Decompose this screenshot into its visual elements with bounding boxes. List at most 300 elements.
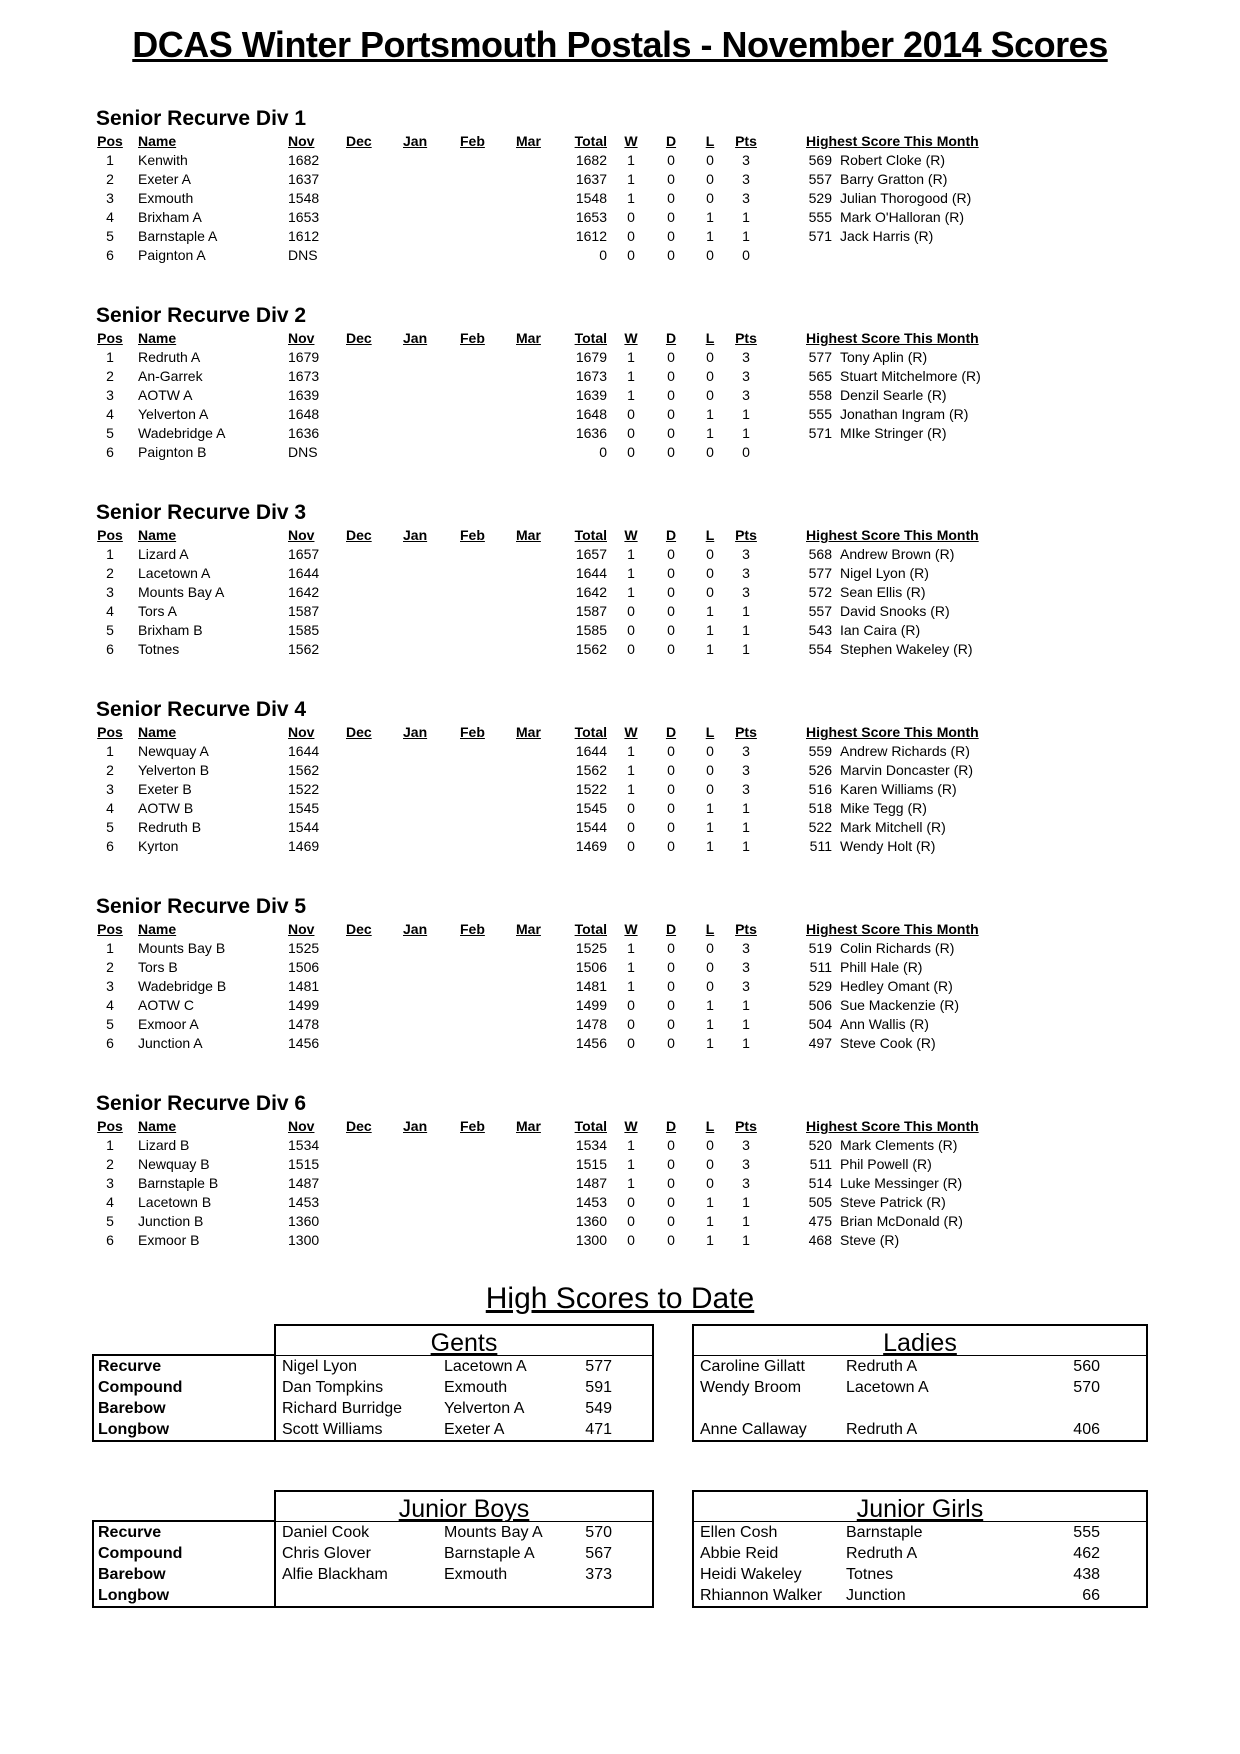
cell-losses: 0 [706,546,714,562]
cell-team-name: Exmouth [138,190,194,206]
cell-pos: 1 [106,940,114,956]
entry-archer-name: Abbie Reid [700,1545,779,1562]
header-jan: Jan [403,527,428,543]
header-mar: Mar [516,133,541,149]
cell-total: 1456 [575,1035,607,1051]
header-pts: Pts [735,724,757,740]
cell-draws: 0 [667,565,675,581]
header-pos: Pos [97,330,123,346]
cell-pos: 5 [106,1016,114,1032]
cell-points: 3 [742,743,750,759]
table-row [96,545,1056,564]
cell-points: 3 [742,171,750,187]
cell-high-scorer: Andrew Richards (R) [840,743,970,759]
category-label-longbow: Longbow [98,1421,170,1438]
cell-high-score: 571 [808,425,832,441]
cell-pos: 5 [106,1213,114,1229]
table-row [96,742,1056,761]
cell-nov: 1637 [288,171,320,187]
cell-pos: 1 [106,349,114,365]
cell-points: 3 [742,152,750,168]
cell-points: 1 [742,425,750,441]
header-l: L [705,921,715,937]
cell-team-name: Tors A [138,603,177,619]
cell-pos: 1 [106,1137,114,1153]
cell-team-name: Wadebridge B [138,978,227,994]
cell-nov: 1657 [288,546,320,562]
cell-high-score: 518 [808,800,832,816]
cell-total: 1587 [575,603,607,619]
cell-wins: 0 [627,838,635,854]
cell-pos: 5 [106,228,114,244]
cell-losses: 1 [706,1016,714,1032]
cell-points: 3 [742,959,750,975]
entry-club: Mounts Bay A [444,1524,543,1541]
header-mar: Mar [516,921,541,937]
cell-draws: 0 [667,800,675,816]
cell-draws: 0 [667,171,675,187]
header-dec: Dec [346,1118,372,1134]
header-highest-score: Highest Score This Month [806,527,979,543]
cell-wins: 1 [627,152,635,168]
cell-pos: 1 [106,546,114,562]
header-pos: Pos [97,724,123,740]
entry-score: 438 [1073,1566,1100,1583]
cell-draws: 0 [667,546,675,562]
cell-losses: 0 [706,1175,714,1191]
cell-high-score: 554 [808,641,832,657]
cell-pos: 6 [106,641,114,657]
cell-total: 1679 [575,349,607,365]
cell-nov: 1639 [288,387,320,403]
cell-nov: 1548 [288,190,320,206]
table-row [96,1193,1056,1212]
cell-points: 1 [742,622,750,638]
header-mar: Mar [516,1118,541,1134]
table-row [96,780,1056,799]
cell-draws: 0 [667,406,675,422]
categories-box-seniors [92,1354,276,1442]
table-row [96,1034,1056,1053]
entry-club: Junction [846,1587,906,1604]
cell-nov: 1682 [288,152,320,168]
cell-points: 3 [742,387,750,403]
table-row [96,1174,1056,1193]
cell-pos: 3 [106,978,114,994]
header-total: Total [574,724,607,740]
entry-score: 373 [585,1566,612,1583]
cell-points: 1 [742,1213,750,1229]
header-highest-score: Highest Score This Month [806,133,979,149]
cell-total: 1499 [575,997,607,1013]
cell-total: 1682 [575,152,607,168]
cell-total: 0 [599,444,607,460]
cell-high-scorer: Jack Harris (R) [840,228,934,244]
cell-losses: 1 [706,1232,714,1248]
table-header-row [96,132,1056,151]
cell-total: 1506 [575,959,607,975]
cell-nov: 1522 [288,781,320,797]
cell-pos: 1 [106,743,114,759]
header-w: W [624,330,638,346]
cell-draws: 0 [667,425,675,441]
cell-losses: 1 [706,1213,714,1229]
header-pts: Pts [735,133,757,149]
page-title: DCAS Winter Portsmouth Postals - November 2014 Scores [132,24,1108,65]
cell-team-name: Lizard B [138,1137,190,1153]
cell-team-name: Lizard A [138,546,189,562]
header-d: D [665,330,677,346]
cell-high-scorer: Steve Patrick (R) [840,1194,946,1210]
cell-losses: 1 [706,603,714,619]
table-row [96,443,1056,462]
cell-pos: 1 [106,152,114,168]
table-row [96,621,1056,640]
category-label-barebow: Barebow [98,1400,166,1417]
entry-score [1040,1398,1100,1419]
header-nov: Nov [288,921,315,937]
cell-draws: 0 [667,444,675,460]
cell-high-scorer: Sue Mackenzie (R) [840,997,960,1013]
cell-total: 1612 [575,228,607,244]
entry-archer-name: Richard Burridge [282,1400,403,1417]
cell-nov: 1534 [288,1137,320,1153]
cell-nov: 1456 [288,1035,320,1051]
cell-team-name: Brixham A [138,209,202,225]
cell-nov: 1478 [288,1016,320,1032]
cell-high-score: 555 [808,406,832,422]
junior-boys-box [274,1490,654,1608]
cell-points: 1 [742,406,750,422]
cell-losses: 0 [706,247,714,263]
cell-losses: 0 [706,1137,714,1153]
header-total: Total [574,921,607,937]
cell-team-name: Exmoor A [138,1016,199,1032]
cell-high-score: 577 [808,565,832,581]
header-pts: Pts [735,527,757,543]
table-row [96,996,1056,1015]
cell-high-score: 543 [808,622,832,638]
cell-high-score: 529 [808,190,832,206]
cell-nov: 1300 [288,1232,320,1248]
cell-nov: 1562 [288,641,320,657]
table-row [96,977,1056,996]
cell-draws: 0 [667,1213,675,1229]
cell-high-scorer: Steve (R) [840,1232,900,1248]
cell-wins: 0 [627,603,635,619]
entry-score: 406 [1073,1421,1100,1438]
cell-wins: 0 [627,1194,635,1210]
cell-wins: 1 [627,349,635,365]
cell-high-scorer: Stephen Wakeley (R) [840,641,973,657]
cell-draws: 0 [667,228,675,244]
header-feb: Feb [460,330,485,346]
junior-boys-title: Junior Boys [276,1492,652,1522]
cell-team-name: Totnes [138,641,180,657]
cell-points: 3 [742,978,750,994]
cell-points: 3 [742,349,750,365]
header-jan: Jan [403,133,428,149]
cell-draws: 0 [667,819,675,835]
header-total: Total [574,527,607,543]
category-label-recurve: Recurve [98,1358,162,1375]
table-row [96,367,1056,386]
division-section [96,1091,1056,1250]
cell-nov: 1544 [288,819,320,835]
table-row [96,1136,1056,1155]
categories-box-juniors [92,1520,276,1608]
cell-nov: 1481 [288,978,320,994]
cell-team-name: Newquay A [138,743,209,759]
cell-draws: 0 [667,762,675,778]
cell-high-score: 505 [808,1194,832,1210]
category-label-longbow: Longbow [98,1587,170,1604]
table-row [96,564,1056,583]
table-row [96,1231,1056,1250]
cell-nov: 1585 [288,622,320,638]
cell-high-scorer: MIke Stringer (R) [840,425,947,441]
entry-club: Redruth A [846,1421,918,1438]
table-row [96,837,1056,856]
division-section [96,106,1056,265]
cell-nov: 1673 [288,368,320,384]
cell-high-score: 557 [808,603,832,619]
cell-points: 1 [742,1035,750,1051]
header-jan: Jan [403,1118,428,1134]
cell-nov: 1360 [288,1213,320,1229]
header-l: L [705,330,715,346]
cell-total: 1562 [575,641,607,657]
cell-nov: 1469 [288,838,320,854]
header-jan: Jan [403,724,428,740]
header-d: D [665,921,677,937]
cell-total: 1648 [575,406,607,422]
cell-draws: 0 [667,387,675,403]
cell-nov: 1487 [288,1175,320,1191]
cell-total: 1644 [575,743,607,759]
cell-losses: 1 [706,622,714,638]
cell-points: 1 [742,1232,750,1248]
header-name: Name [138,921,177,937]
cell-pos: 4 [106,800,114,816]
cell-high-scorer: Luke Messinger (R) [840,1175,963,1191]
cell-nov: 1499 [288,997,320,1013]
cell-losses: 0 [706,349,714,365]
division-title: Senior Recurve Div 5 [96,895,307,918]
cell-points: 3 [742,781,750,797]
entry-club: Barnstaple A [444,1545,535,1562]
division-title: Senior Recurve Div 6 [96,1092,307,1115]
cell-nov: 1636 [288,425,320,441]
cell-pos: 5 [106,819,114,835]
cell-high-scorer: Hedley Omant (R) [840,978,953,994]
cell-nov: 1642 [288,584,320,600]
cell-high-scorer: Nigel Lyon (R) [840,565,929,581]
division-title: Senior Recurve Div 2 [96,304,307,327]
entry-score: 591 [585,1379,612,1396]
cell-wins: 0 [627,641,635,657]
cell-points: 0 [742,247,750,263]
cell-total: 1636 [575,425,607,441]
gents-box [274,1324,654,1442]
category-label-compound: Compound [98,1379,183,1396]
header-dec: Dec [346,527,372,543]
cell-losses: 0 [706,762,714,778]
cell-high-score: 529 [808,978,832,994]
cell-losses: 1 [706,228,714,244]
gents-title: Gents [276,1326,652,1356]
header-nov: Nov [288,724,315,740]
cell-wins: 0 [627,444,635,460]
cell-high-scorer: Barry Gratton (R) [840,171,948,187]
cell-total: 1642 [575,584,607,600]
cell-wins: 0 [627,1016,635,1032]
cell-wins: 1 [627,781,635,797]
header-nov: Nov [288,527,315,543]
division-section [96,894,1056,1053]
header-pts: Pts [735,330,757,346]
cell-draws: 0 [667,641,675,657]
cell-points: 1 [742,209,750,225]
cell-wins: 0 [627,800,635,816]
cell-high-scorer: David Snooks (R) [840,603,950,619]
cell-team-name: AOTW B [138,800,194,816]
header-d: D [665,724,677,740]
cell-team-name: Lacetown B [138,1194,212,1210]
cell-points: 1 [742,228,750,244]
cell-wins: 1 [627,1137,635,1153]
cell-pos: 2 [106,171,114,187]
cell-nov: 1587 [288,603,320,619]
cell-total: 1644 [575,565,607,581]
cell-draws: 0 [667,940,675,956]
division-section [96,500,1056,659]
cell-losses: 0 [706,781,714,797]
cell-high-score: 475 [808,1213,832,1229]
cell-losses: 0 [706,387,714,403]
entry-archer-name: Scott Williams [282,1421,383,1438]
entry-archer-name: Rhiannon Walker [700,1587,823,1604]
cell-pos: 5 [106,425,114,441]
cell-losses: 1 [706,838,714,854]
header-pos: Pos [97,527,123,543]
header-nov: Nov [288,133,315,149]
cell-draws: 0 [667,1156,675,1172]
cell-pos: 2 [106,762,114,778]
entry-score: 462 [1073,1545,1100,1562]
cell-team-name: Tors B [138,959,178,975]
header-l: L [705,133,715,149]
cell-losses: 1 [706,1194,714,1210]
cell-total: 1360 [575,1213,607,1229]
entry-archer-name: Dan Tompkins [282,1379,384,1396]
category-label-barebow: Barebow [98,1566,166,1583]
cell-points: 3 [742,190,750,206]
entry-club: Yelverton A [444,1400,525,1417]
cell-team-name: Wadebridge A [138,425,226,441]
cell-nov: 1679 [288,349,320,365]
cell-wins: 0 [627,1232,635,1248]
cell-high-scorer: Brian McDonald (R) [840,1213,963,1229]
cell-draws: 0 [667,743,675,759]
cell-pos: 6 [106,1035,114,1051]
cell-nov: DNS [288,444,318,460]
cell-nov: 1562 [288,762,320,778]
header-w: W [624,921,638,937]
cell-wins: 1 [627,565,635,581]
entry-club: Redruth A [846,1358,918,1375]
cell-nov: 1506 [288,959,320,975]
cell-losses: 0 [706,940,714,956]
header-pos: Pos [97,1118,123,1134]
table-header-row [96,920,1056,939]
cell-high-scorer: Andrew Brown (R) [840,546,955,562]
cell-losses: 1 [706,819,714,835]
table-row [96,602,1056,621]
header-w: W [624,1118,638,1134]
cell-high-score: 511 [809,959,832,975]
cell-points: 1 [742,997,750,1013]
cell-points: 1 [742,838,750,854]
header-l: L [705,724,715,740]
cell-total: 1657 [575,546,607,562]
cell-high-scorer: Mike Tegg (R) [840,800,927,816]
cell-wins: 1 [627,190,635,206]
cell-draws: 0 [667,978,675,994]
entry-club: Totnes [846,1566,894,1583]
header-feb: Feb [460,921,485,937]
cell-draws: 0 [667,959,675,975]
header-total: Total [574,133,607,149]
cell-high-scorer: Ann Wallis (R) [840,1016,929,1032]
cell-points: 3 [742,1137,750,1153]
junior-girls-box [692,1490,1148,1608]
header-w: W [624,133,638,149]
entry-archer-name: Caroline Gillatt [700,1358,805,1375]
cell-draws: 0 [667,190,675,206]
cell-high-scorer: Phil Powell (R) [840,1156,932,1172]
header-feb: Feb [460,133,485,149]
cell-pos: 6 [106,247,114,263]
cell-losses: 1 [706,425,714,441]
entry-archer-name: Wendy Broom [700,1379,802,1396]
cell-wins: 1 [627,743,635,759]
table-header-row [96,329,1056,348]
table-row [96,1015,1056,1034]
cell-draws: 0 [667,781,675,797]
cell-high-score: 497 [808,1035,832,1051]
cell-losses: 0 [706,444,714,460]
cell-losses: 1 [706,209,714,225]
cell-losses: 0 [706,1156,714,1172]
cell-draws: 0 [667,1137,675,1153]
cell-high-scorer: Jonathan Ingram (R) [840,406,969,422]
cell-total: 1585 [575,622,607,638]
cell-pos: 3 [106,584,114,600]
cell-draws: 0 [667,1232,675,1248]
cell-points: 3 [742,762,750,778]
header-name: Name [138,724,177,740]
cell-wins: 0 [627,1035,635,1051]
cell-pos: 2 [106,368,114,384]
cell-nov: 1653 [288,209,320,225]
cell-losses: 0 [706,368,714,384]
header-mar: Mar [516,527,541,543]
table-row [96,189,1056,208]
table-row [96,958,1056,977]
cell-pos: 4 [106,603,114,619]
header-highest-score: Highest Score This Month [806,1118,979,1134]
